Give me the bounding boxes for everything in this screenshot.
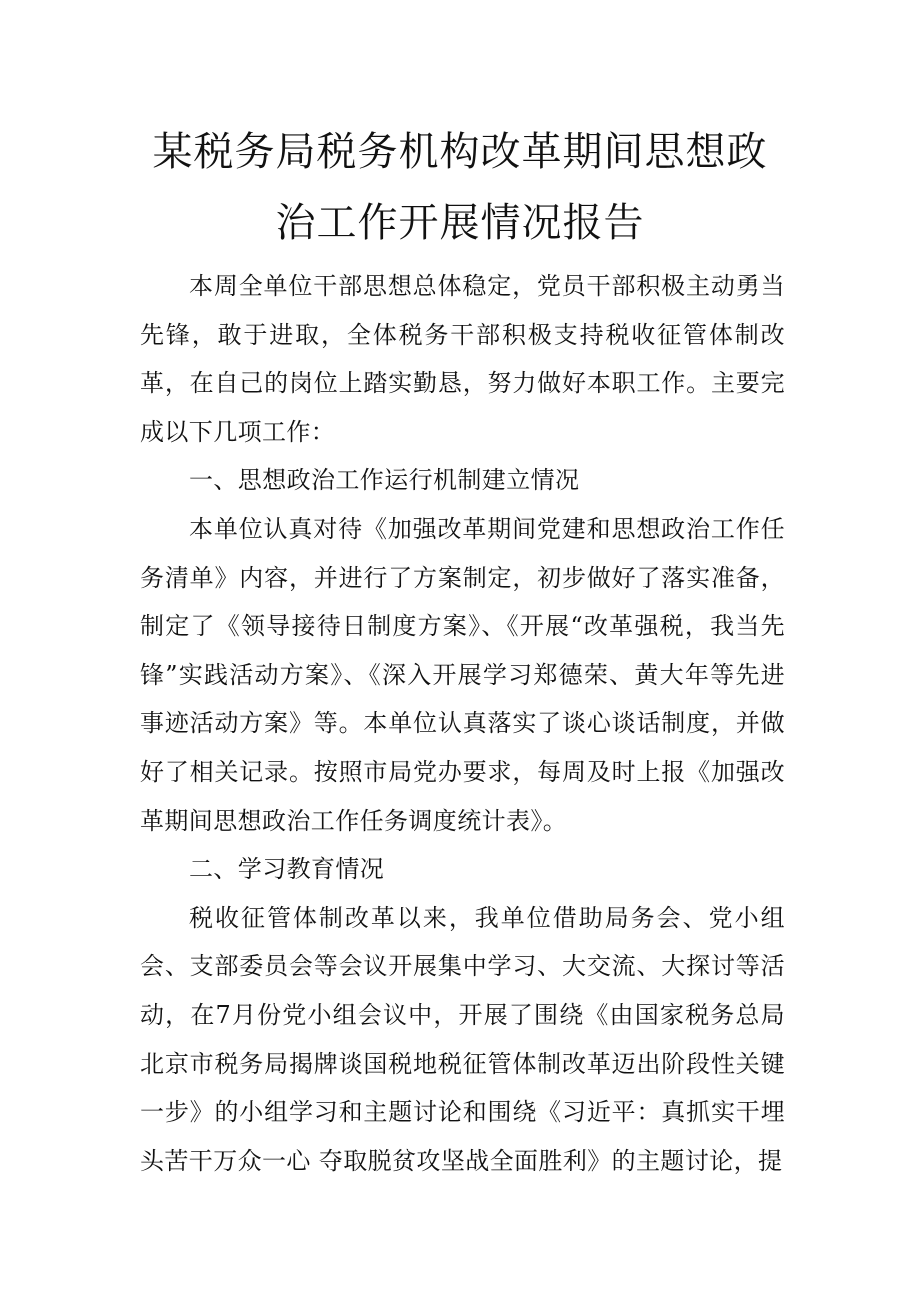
section-1-heading: 一、思想政治工作运行机制建立情况: [189, 466, 580, 495]
intro-paragraph: 本周全单位干部思想总体稳定，党员干部积极主动勇当先锋，敢于进取，全体税务干部积极支持税收征管体制改革，在自己的岗位上踏实勤恳，努力做好本职工作。主要完成以下几项工作：: [140, 272, 785, 446]
document-body: [140, 262, 785, 1185]
document-title-line-1: 某税务局税务机构改革期间思想政: [152, 129, 768, 175]
section-2-heading: 二、学习教育情况: [189, 855, 385, 884]
section-1-paragraph: 本单位认真对待《加强改革期间党建和思想政治工作任务清单》内容，并进行了方案制定，初步做好了落实准备，制定了《领导接待日制度方案》、《开展“改革强税，我当先锋”实践活动方案》、《深入开展学习郑德荣、黄大年等先进事迹活动方案》等。本单位认真落实了谈心谈话制度，并做好了相关记录。按照市局党办要求，每周及时上报《加强改革期间思想政治工作任务调度统计表》。: [140, 514, 785, 835]
document-title-line-2: 治工作开展情况报告: [275, 200, 645, 246]
section-2-paragraph: 税收征管体制改革以来，我单位借助局务会、党小组会、支部委员会等会议开展集中学习、大交流、大探讨等活动，在7月份党小组会议中，开展了围绕《由国家税务总局北京市税务局揭牌谈国税地税征管体制改革迈出阶段性关键一步》的小组学习和主题讨论和围绕《习近平：真抓实干埋头苦干万众一心 夺取脱贫攻坚战全面胜利》的主题讨论，提: [140, 903, 785, 1175]
